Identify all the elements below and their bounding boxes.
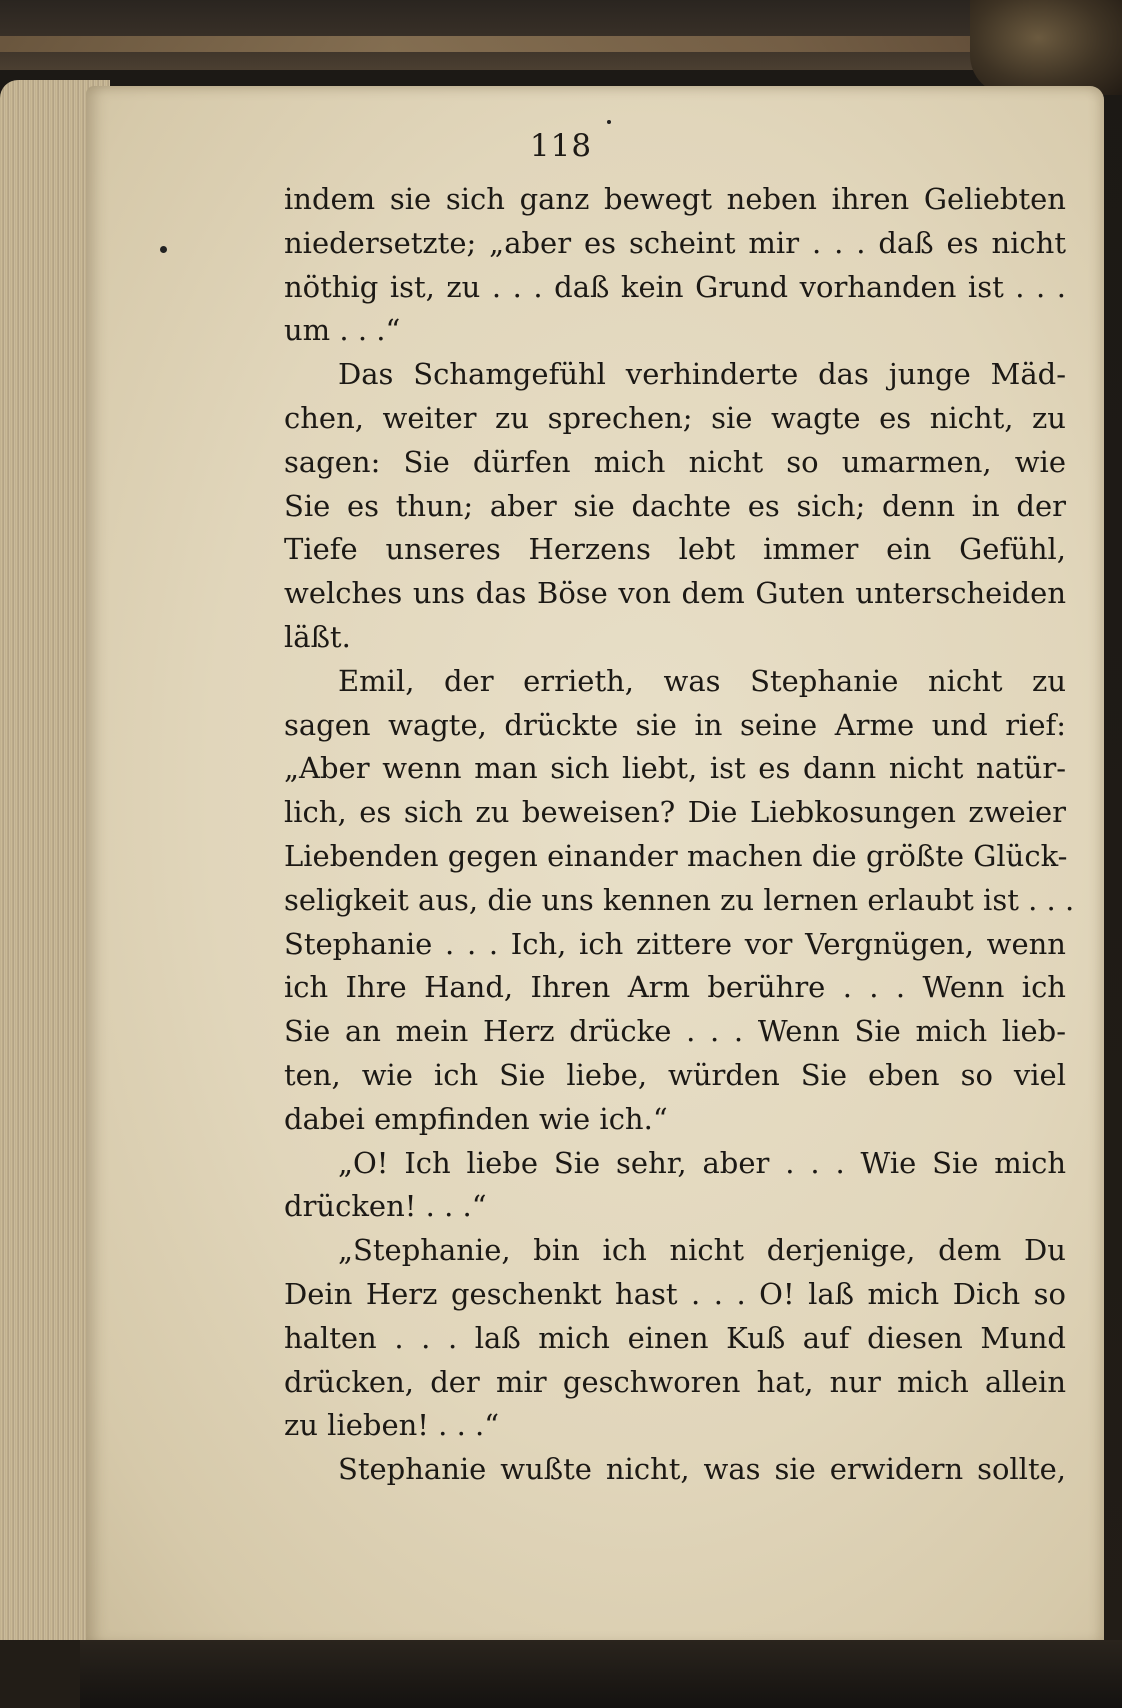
page-number: 118: [529, 128, 593, 164]
text-line: Stephanie . . . Ich, ich zittere vor Vergnügen, wenn: [284, 926, 1066, 961]
text-line: sagen: Sie dürfen mich nicht so umarmen, wie: [284, 444, 1066, 479]
text-line: „O! Ich liebe Sie sehr, aber . . . Wie Sie mich: [338, 1145, 1066, 1180]
text-line: Sie es thun; aber sie dachte es sich; denn in der: [284, 488, 1066, 523]
text-line: halten . . . laß mich einen Kuß auf diesen Mund: [284, 1320, 1066, 1355]
ink-speck: [160, 246, 167, 253]
page-text: [284, 178, 1075, 1492]
text-line: nöthig ist, zu . . . daß kein Grund vorhanden ist . . .: [284, 269, 1066, 304]
ink-speck: [607, 120, 611, 124]
text-line: Das Schamgefühl verhinderte das junge Mäd-: [338, 357, 1066, 392]
text-line: chen, weiter zu sprechen; sie wagte es nicht, zu: [284, 400, 1066, 435]
text-line: Tiefe unseres Herzens lebt immer ein Gefühl,: [284, 532, 1066, 567]
text-line: sagen wagte, drückte sie in seine Arme und rief:: [284, 707, 1066, 742]
text-line: „Stephanie, bin ich nicht derjenige, dem Du: [338, 1233, 1066, 1268]
text-line: Dein Herz geschenkt hast . . . O! laß mich Dich so: [284, 1276, 1066, 1311]
text-line: läßt.: [284, 619, 351, 654]
text-line: Sie an mein Herz drücke . . . Wenn Sie mich lieb-: [284, 1014, 1066, 1049]
book-clasp: [970, 0, 1122, 95]
text-line: dabei empfinden wie ich.“: [284, 1101, 668, 1136]
book-bottom-edge: [80, 1640, 1122, 1708]
text-line: drücken, der mir geschworen hat, nur mich allein: [284, 1364, 1066, 1399]
text-line: ten, wie ich Sie liebe, würden Sie eben so viel: [284, 1057, 1066, 1092]
text-line: niedersetzte; „aber es scheint mir . . . daß es nicht: [284, 225, 1066, 260]
text-line: drücken! . . .“: [284, 1189, 487, 1224]
text-line: um . . .“: [284, 313, 401, 348]
text-line: Liebenden gegen einander machen die größte Glück-: [284, 838, 1068, 873]
text-line: indem sie sich ganz bewegt neben ihren Geliebten: [284, 182, 1066, 216]
text-line: Emil, der errieth, was Stephanie nicht zu: [338, 663, 1066, 698]
text-line: lich, es sich zu beweisen? Die Liebkosungen zweier: [284, 795, 1066, 830]
text-line: ich Ihre Hand, Ihren Arm berühre . . . Wenn ich: [284, 970, 1066, 1005]
text-line: „Aber wenn man sich liebt, ist es dann nicht natür-: [284, 751, 1066, 786]
text-line: Stephanie wußte nicht, was sie erwidern sollte,: [338, 1452, 1066, 1487]
text-line: zu lieben! . . .“: [284, 1408, 500, 1443]
book-cover-top: [0, 0, 1122, 70]
cover-strap: [0, 36, 1122, 52]
text-line: seligkeit aus, die uns kennen zu lernen erlaubt ist . . .: [284, 882, 1075, 917]
text-line: welches uns das Böse von dem Guten unterscheiden: [284, 576, 1066, 611]
